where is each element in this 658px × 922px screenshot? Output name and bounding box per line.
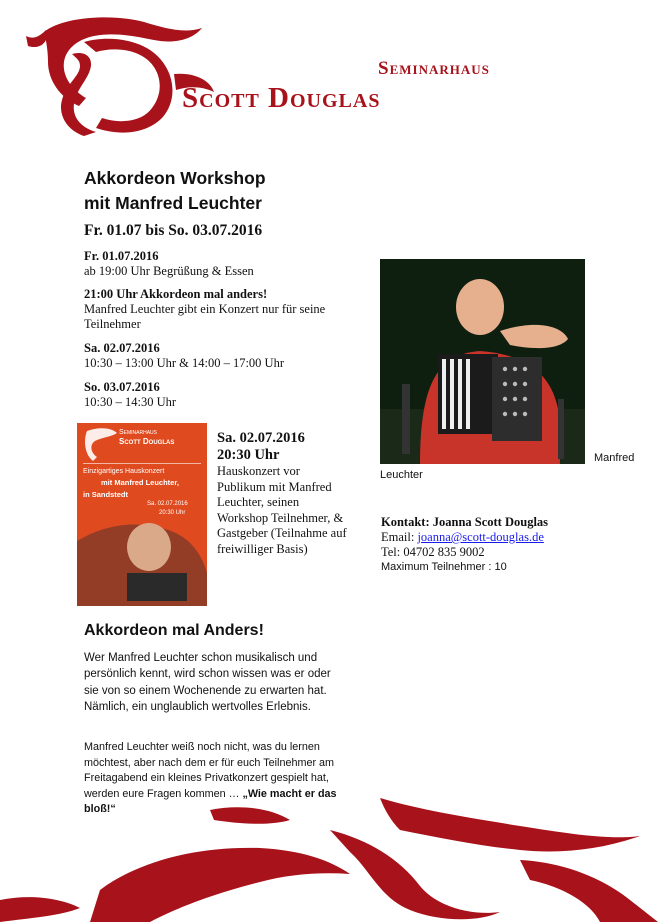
photo-caption-part2: Leuchter [380,469,423,481]
phone-line: Tel: 04702 835 9002 [381,545,485,559]
max-participants: Maximum Teilnehmer : 10 [381,561,507,573]
schedule-day: Sa. 02.07.2016 [84,341,160,355]
event-title-line1: Akkordeon Workshop [84,168,266,188]
schedule-day: Fr. 01.07.2016 [84,249,159,263]
article-paragraph-2-bold: „Wie macht er das bloß!“ [84,787,337,815]
footer-dragon-ornament-icon [0,787,658,922]
poster-date: Sa. 02.07.2016 [147,501,188,507]
poster-brand-top: Seminarhaus [119,429,158,436]
event-date-range: Fr. 01.07 bis So. 03.07.2016 [84,222,263,239]
photo-caption-part1: Manfred [594,452,635,464]
email-line [381,530,631,545]
schedule-day: So. 03.07.2016 [84,380,160,394]
poster-line3: in Sandstedt [83,490,129,499]
article-title: Akkordeon mal Anders! [84,622,264,639]
brand-name: Scott Douglas [182,82,381,114]
schedule-item [84,380,344,410]
schedule-text: 10:30 – 13:00 Uhr & 14:00 – 17:00 Uhr [84,356,284,370]
contact-label: Kontakt: Joanna Scott Douglas [381,515,549,529]
brand-subtitle: Seminarhaus [378,58,490,79]
article-paragraph-2-text: Manfred Leuchter weiß noch nicht, was du lernen möchtest, aber nach dem er für euch Teilnehmer am Freitagabend ein kleines Privatkonzert gespielt hat, werden eure Fragen kommen … [84,741,335,800]
concert-info [217,430,347,557]
email-label: Email: [381,530,418,544]
schedule-item [84,287,344,332]
schedule-item [84,249,344,279]
sd-dragon-logo-icon [24,14,214,136]
concert-poster [77,423,207,606]
schedule-text: ab 19:00 Uhr Begrüßung & Essen [84,264,254,278]
poster-line2: mit Manfred Leuchter, [101,478,179,487]
accordion-player-image [380,259,585,464]
event-title [84,166,344,216]
schedule-day: 21:00 Uhr Akkordeon mal anders! [84,287,268,301]
email-link[interactable]: joanna@scott-douglas.de [417,530,544,544]
musician-photo [380,259,585,464]
poster-brand-main: Scott Douglas [119,437,175,446]
schedule-text: Manfred Leuchter gibt ein Konzert nur für seine Teilnehmer [84,302,326,331]
poster-line1: Einzigartiges Hauskonzert [83,468,165,475]
poster-image [77,423,207,606]
concert-text: Hauskonzert vor Publikum mit Manfred Leuchter, seinen Workshop Teilnehmer, & Gastgeber (Teilnahme auf freiwilliger Basis) [217,464,347,556]
event-title-line2: mit Manfred Leuchter [84,193,262,213]
article-paragraph-1: Wer Manfred Leuchter schon musikalisch und persönlich kennt, wird schon wissen was er oder sie von so einem Wochenende zu erwarten hat. Nämlich, ein unglaublich wertvolles Erlebnis. [84,652,331,713]
contact-block [381,515,631,575]
schedule-text: 10:30 – 14:30 Uhr [84,395,177,409]
concert-date: Sa. 02.07.2016 [217,430,305,446]
concert-time: 20:30 Uhr [217,447,280,463]
poster-time: 20:30 Uhr [159,510,186,516]
schedule-item [84,341,344,371]
